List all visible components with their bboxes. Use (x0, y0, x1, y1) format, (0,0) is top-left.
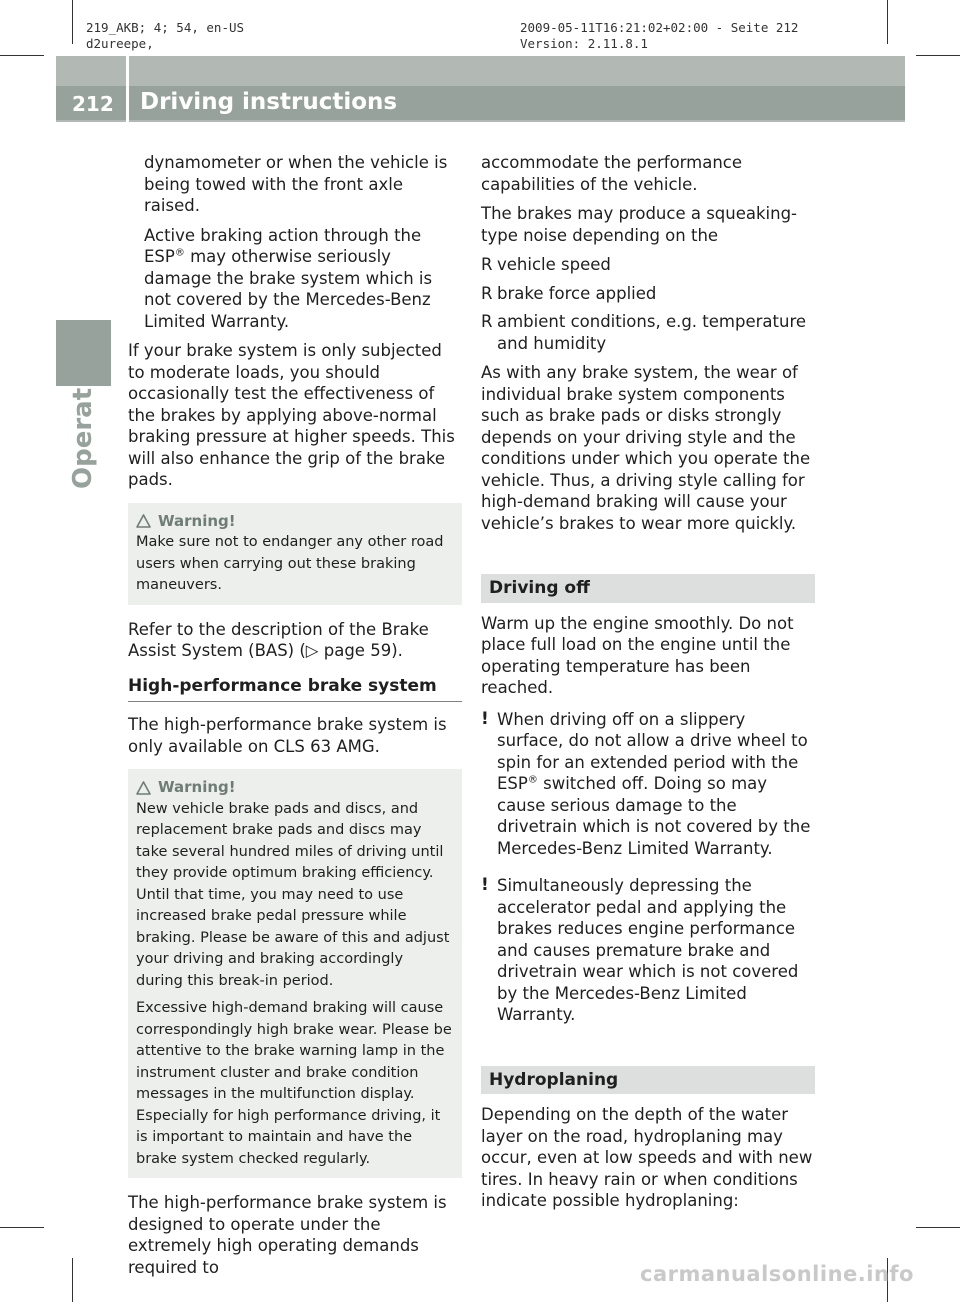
paragraph (128, 619, 462, 662)
text-run: switched off. Doing so may cause serious damage to the drivetrain which is not covered by the Mercedes-Benz Limited Warranty. (497, 774, 811, 858)
paragraph: The high-performance brake system is only available on CLS 63 AMG. (128, 715, 447, 756)
right-column (481, 152, 815, 1220)
paragraph: Warm up the engine smoothly. Do not place full load on the engine until the operating temperature has been reached. (481, 613, 794, 697)
notice-text: Simultaneously depressing the accelerator pedal and applying the brakes reduces engine performance and causes premature brake and drivetrain wear which is not covered by the Mercedes-Benz Limited Warranty. (497, 876, 799, 1024)
registered-mark: ® (174, 247, 185, 259)
print-meta-line: 2009-05-11T16:21:02+02:00 - Seite 212 (520, 20, 799, 35)
warning-title: Warning! (158, 778, 236, 796)
list-item-text: ambient conditions, e.g. temperature and humidity (497, 312, 807, 353)
text-run: may otherwise seriously damage the brake system which is not covered by the Mercedes-Benz Limited Warranty. (144, 247, 433, 331)
exclamation-icon: ! (481, 875, 489, 895)
warning-text: Make sure not to endanger any other road users when carrying out these braking maneuvers. (136, 534, 444, 593)
paragraph: As with any brake system, the wear of individual brake system components such as brake pads or disks strongly depends on your driving style and the conditions under which you operate the vehicle. Thus, a driving style calling for high-demand braking will cause your vehicle’s brakes to wear more quickly. (481, 363, 811, 533)
print-meta-line: Version: 2.11.8.1 (520, 36, 648, 51)
list-item-text: vehicle speed (497, 255, 611, 274)
crop-mark (72, 1258, 73, 1302)
warning-box (128, 769, 462, 1178)
warning-heading (136, 777, 454, 799)
section-heading-hydroplaning: Hydroplaning (481, 1066, 815, 1095)
print-meta-line: 219_AKB; 4; 54, en-US (86, 20, 245, 35)
paragraph (128, 225, 462, 333)
list-item (481, 283, 815, 305)
crop-mark (0, 55, 44, 56)
notice-item (481, 709, 815, 860)
warning-text: Excessive high-demand braking will cause correspondingly high brake wear. Please be attentive to the brake warning lamp in the instrument cluster and brake condition messages in the multifunction display. Especially for high performance driving, it is important to maintain and have the brake system checked regularly. (136, 1000, 452, 1167)
paragraph: Depending on the depth of the water layer on the road, hydroplaning may occur, even at low speeds and with new tires. In heavy rain or when conditions indicate possible hydroplaning: (481, 1105, 813, 1210)
header-divider (126, 56, 129, 122)
bullet-icon: R (481, 312, 493, 331)
crop-mark (916, 55, 960, 56)
section-heading-driving-off: Driving off (481, 574, 815, 603)
text-run: When driving off on a slippery surface, do not allow a drive wheel to spin for an extended period with the ESP (497, 709, 808, 793)
paragraph: dynamometer or when the vehicle is being towed with the front axle raised. (144, 153, 448, 215)
page-reference-arrow-icon: ▷ (305, 641, 319, 660)
bullet-icon: R (481, 255, 493, 274)
watermark: carmanualsonline.info (640, 1262, 914, 1286)
notice-text (497, 709, 815, 860)
print-meta-left (86, 20, 244, 52)
warning-heading (136, 511, 454, 533)
page-title: Driving instructions (140, 89, 398, 115)
bullet-icon: R (481, 283, 493, 303)
page-number: 212 (72, 92, 114, 116)
warning-text: New vehicle brake pads and discs, and replacement brake pads and discs may take several hundred miles of driving until they provide optimum braking efficiency. Until that time, you may need to use increased brake pedal pressure while braking. Please be aware of this and adjust your driving and braking accordingly during this break-in period. (136, 800, 450, 989)
crop-mark (0, 1227, 44, 1228)
paragraph: If your brake system is only subjected to moderate loads, you should occasionally test the effectiveness of the brakes by applying above-normal braking pressure at higher speeds. This will also enhance the grip of the brake pads. (128, 341, 455, 489)
list-item-text: brake force applied (497, 283, 657, 303)
paragraph: The high-performance brake system is designed to operate under the extremely high operating demands required to (128, 1193, 447, 1277)
paragraph: accommodate the performance capabilities of the vehicle. (481, 153, 743, 194)
subsection-heading: High-performance brake system (128, 676, 462, 703)
warning-box (128, 503, 462, 605)
notice-item (481, 875, 815, 1026)
crop-mark (916, 1227, 960, 1228)
print-meta-line: d2ureepe, (86, 36, 154, 51)
text-run: Refer to the description of the Brake Assist System (BAS) ( (128, 619, 429, 660)
list-item (481, 311, 815, 354)
bullet-list (481, 254, 815, 354)
crop-mark (72, 0, 73, 44)
warning-triangle-icon (136, 514, 151, 528)
paragraph: The brakes may produce a squeaking-type noise depending on the (481, 204, 798, 245)
text-run: Active braking action through the ESP (144, 225, 422, 266)
exclamation-icon: ! (481, 708, 489, 729)
list-item (481, 254, 815, 276)
text-run: page 59). (318, 641, 403, 660)
print-meta-right (520, 20, 798, 52)
warning-triangle-icon (136, 781, 151, 795)
left-column (128, 152, 462, 1286)
crop-mark (887, 0, 888, 44)
registered-mark: ® (527, 774, 538, 786)
warning-title: Warning! (158, 511, 236, 530)
side-tab-label: Operation (68, 342, 98, 489)
